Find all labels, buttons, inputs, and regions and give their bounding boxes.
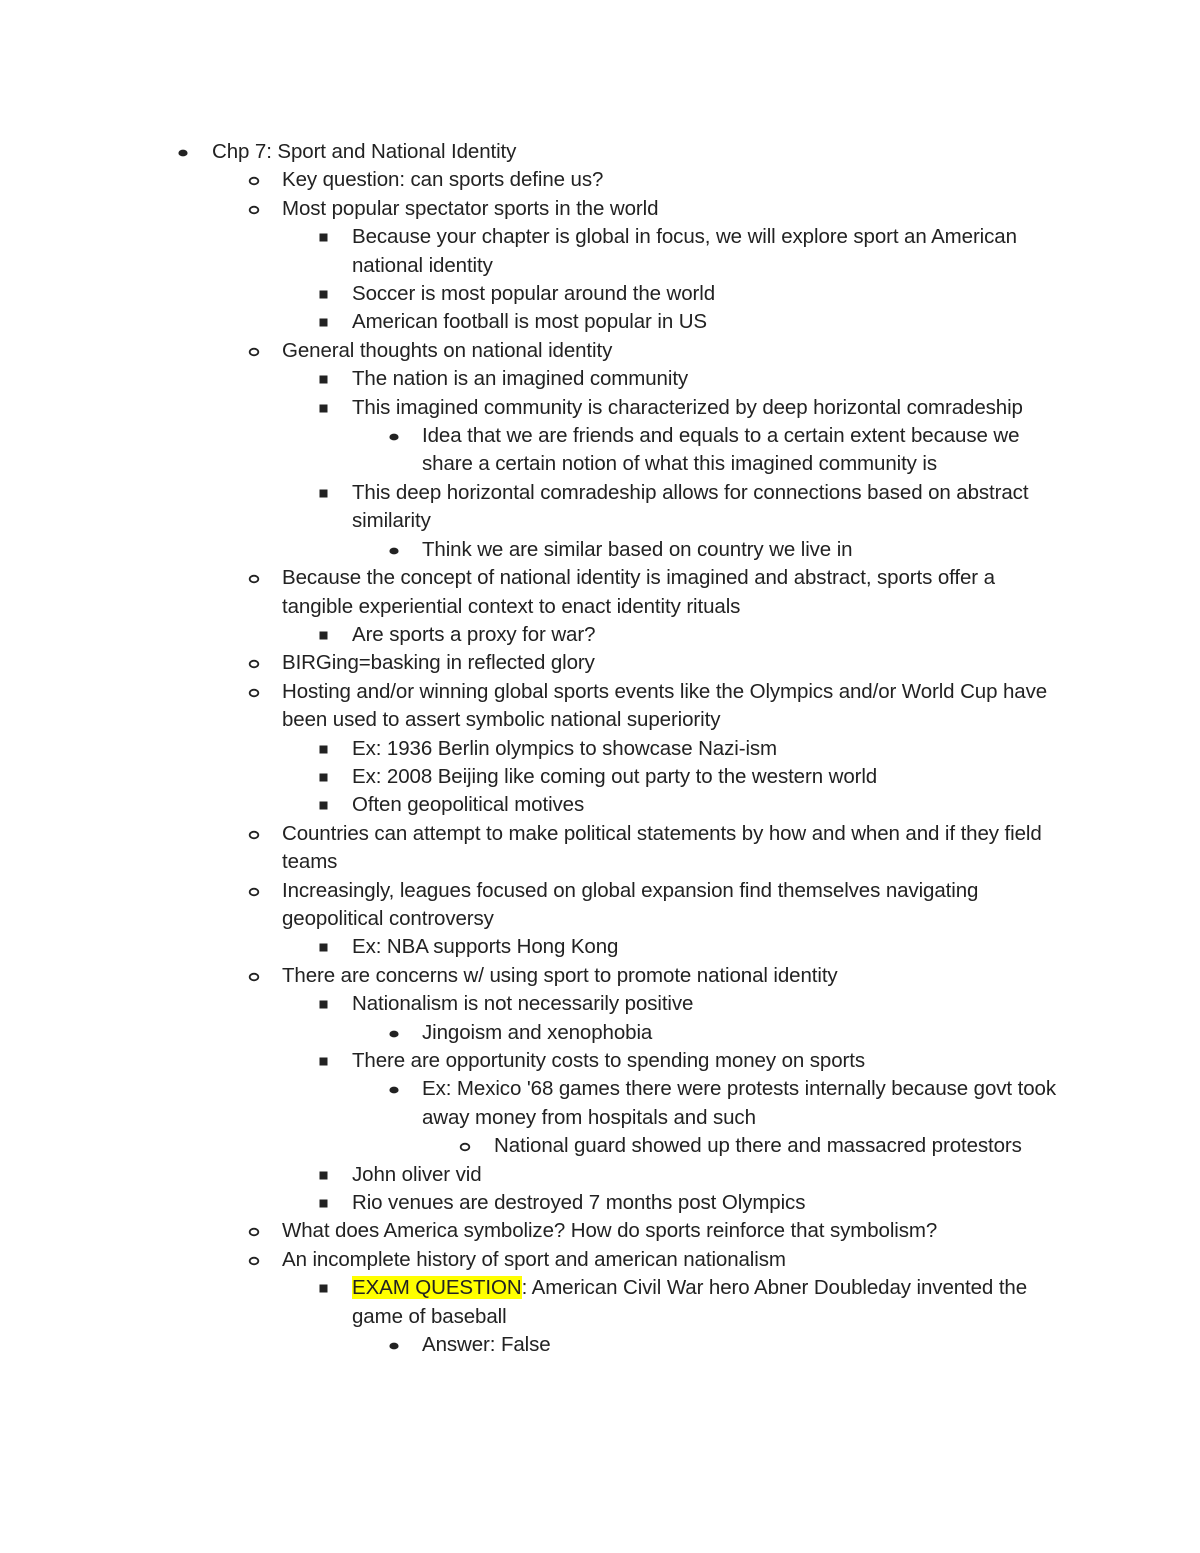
outline-item	[352, 479, 1066, 536]
outline-item-text: BIRGing=basking in reflected glory	[282, 651, 595, 675]
outline-item	[352, 1189, 1066, 1217]
outline-item-text: This deep horizontal comradeship allows for connections based on abstract similarity	[352, 480, 1029, 533]
outline-item-text: There are opportunity costs to spending money on sports	[352, 1049, 865, 1072]
outline-item-text: Idea that we are friends and equals to a certain extent because we share a certain notion of what this imagined community is	[422, 424, 1020, 476]
hollow-circle-bullet-icon	[247, 564, 271, 592]
outline-item-text: Ex: NBA supports Hong Kong	[352, 935, 619, 959]
filled-disc-bullet-icon	[387, 422, 411, 450]
hollow-circle-bullet-icon	[247, 820, 271, 848]
outline-item	[352, 280, 1066, 308]
outline-item	[494, 1132, 1094, 1160]
outline-item-text: Answer: False	[422, 1333, 551, 1357]
filled-square-bullet-icon	[317, 735, 341, 763]
outline-item-text: Ex: 2008 Beijing like coming out party to the western world	[352, 764, 878, 788]
filled-square-bullet-icon	[317, 1274, 341, 1302]
outline-item-text: This imagined community is characterized by deep horizontal comradeship	[352, 395, 1023, 419]
hollow-circle-bullet-icon	[247, 195, 271, 223]
filled-square-bullet-icon	[317, 933, 341, 961]
outline-item	[282, 820, 1064, 877]
outline-item	[422, 422, 1068, 479]
filled-square-bullet-icon	[317, 791, 341, 819]
filled-square-bullet-icon	[317, 280, 341, 308]
outline-item-text: National guard showed up there and massacred protestors	[494, 1134, 1022, 1158]
filled-square-bullet-icon	[317, 1161, 341, 1189]
outline-item	[422, 536, 1068, 564]
filled-disc-bullet-icon	[176, 138, 200, 166]
outline-item	[352, 763, 1066, 791]
outline-item-text: Jingoism and xenophobia	[422, 1020, 653, 1044]
outline-item-text: Hosting and/or winning global sports events like the Olympics and/or World Cup have been used to assert symbolic national superiority	[282, 679, 1048, 732]
outline-item-text: Soccer is most popular around the world	[352, 282, 716, 306]
hollow-circle-bullet-icon	[458, 1132, 482, 1160]
outline-item-text: Often geopolitical motives	[352, 793, 585, 817]
filled-disc-bullet-icon	[387, 536, 411, 564]
filled-square-bullet-icon	[317, 990, 341, 1018]
outline-item	[282, 166, 1064, 194]
outline-item	[352, 735, 1066, 763]
outline-item-text: Are sports a proxy for war?	[352, 622, 596, 646]
outline-item	[352, 223, 1066, 280]
outline-item	[282, 337, 1064, 365]
outline-item-text: Nationalism is not necessarily positive	[352, 992, 694, 1016]
hollow-circle-bullet-icon	[247, 1217, 271, 1245]
filled-square-bullet-icon	[317, 308, 341, 336]
outline-item	[422, 1331, 1068, 1359]
hollow-circle-bullet-icon	[247, 678, 271, 706]
outline-item-text: John oliver vid	[352, 1162, 482, 1186]
outline-item-text: Ex: 1936 Berlin olympics to showcase Nazi-ism	[352, 736, 778, 760]
filled-square-bullet-icon	[317, 763, 341, 791]
document-body	[0, 138, 1200, 1359]
filled-disc-bullet-icon	[387, 1019, 411, 1047]
outline-item-text: Think we are similar based on country we live in	[422, 537, 853, 561]
outline-item	[352, 308, 1066, 336]
filled-square-bullet-icon	[317, 223, 341, 251]
filled-disc-bullet-icon	[387, 1075, 411, 1103]
outline-item	[422, 1019, 1068, 1047]
hollow-circle-bullet-icon	[247, 337, 271, 365]
outline-item-text: Increasingly, leagues focused on global expansion find themselves navigating geopolitical controversy	[282, 878, 979, 930]
outline-item	[352, 1274, 1066, 1331]
outline-item	[282, 962, 1064, 990]
outline-item	[282, 1246, 1064, 1274]
filled-square-bullet-icon	[317, 621, 341, 649]
outline-item	[282, 678, 1064, 735]
outline-item	[282, 1217, 1064, 1245]
outline-item-text: Key question: can sports define us?	[282, 168, 604, 192]
outline-item-text: There are concerns w/ using sport to promote national identity	[282, 963, 838, 987]
filled-square-bullet-icon	[317, 394, 341, 422]
outline-item-text: General thoughts on national identity	[282, 338, 613, 362]
outline-item	[282, 877, 1064, 934]
outline-item	[282, 564, 1064, 621]
hollow-circle-bullet-icon	[247, 962, 271, 990]
hollow-circle-bullet-icon	[247, 649, 271, 677]
outline-item-text: An incomplete history of sport and american nationalism	[282, 1247, 786, 1271]
filled-square-bullet-icon	[317, 1047, 341, 1075]
filled-disc-bullet-icon	[387, 1331, 411, 1359]
outline-item	[212, 138, 1062, 166]
outline-item-text: Countries can attempt to make political statements by how and when and if they field teams	[282, 821, 1042, 874]
outline-item-text: Most popular spectator sports in the world	[282, 196, 659, 220]
outline-item	[352, 621, 1066, 649]
outline-item-text: What does America symbolize? How do sports reinforce that symbolism?	[282, 1219, 938, 1243]
hollow-circle-bullet-icon	[247, 877, 271, 905]
outline-item-text: The nation is an imagined community	[352, 367, 689, 391]
outline-item	[352, 791, 1066, 819]
filled-square-bullet-icon	[317, 479, 341, 507]
outline-item-text: American football is most popular in US	[352, 310, 708, 334]
outline-item-text: Ex: Mexico '68 games there were protests internally because govt took away money from hospitals and such	[422, 1077, 1056, 1129]
outline-item	[352, 1047, 1066, 1075]
outline-item	[352, 394, 1066, 422]
outline-item-text: : American Civil War hero Abner Doubleday invented the game of baseball	[352, 1276, 1028, 1328]
outline-item-text: Chp 7: Sport and National Identity	[212, 140, 517, 163]
outline-item	[352, 990, 1066, 1018]
outline-item	[422, 1075, 1068, 1132]
filled-square-bullet-icon	[317, 1189, 341, 1217]
outline-item-text: Because your chapter is global in focus, we will explore sport an American national identity	[352, 225, 1017, 277]
outline-item	[352, 1161, 1066, 1189]
outline-item	[352, 933, 1066, 961]
hollow-circle-bullet-icon	[247, 1246, 271, 1274]
outline-item	[282, 195, 1064, 223]
outline-item	[352, 365, 1066, 393]
hollow-circle-bullet-icon	[247, 166, 271, 194]
outline-item-text: Because the concept of national identity is imagined and abstract, sports offer a tangible experiential context to enact identity rituals	[282, 566, 995, 618]
exam-question-highlight: EXAM QUESTION	[352, 1276, 522, 1300]
outline-item	[282, 649, 1064, 677]
filled-square-bullet-icon	[317, 365, 341, 393]
outline-item-text: Rio venues are destroyed 7 months post Olympics	[352, 1191, 806, 1215]
